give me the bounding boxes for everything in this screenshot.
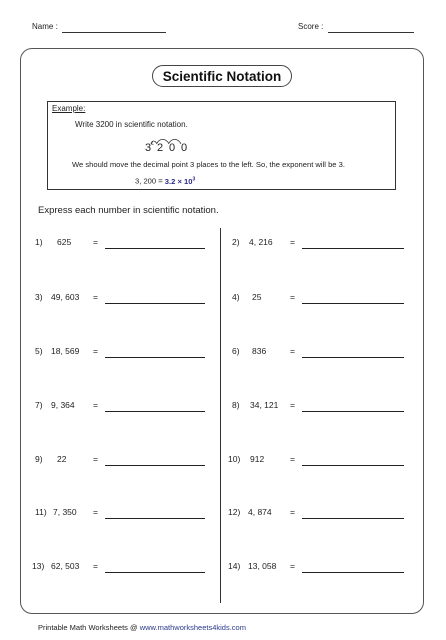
answer-line[interactable]	[105, 465, 205, 466]
equals-sign: =	[93, 237, 98, 247]
question-item	[35, 292, 215, 306]
answer-line[interactable]	[302, 465, 404, 466]
equals-sign: =	[290, 237, 295, 247]
page-title: Scientific Notation	[152, 65, 292, 87]
question-number: 6)	[232, 346, 240, 356]
question-number: 1)	[35, 237, 43, 247]
question-item	[35, 237, 215, 251]
question-number: 12)	[228, 507, 241, 517]
question-item	[228, 507, 412, 521]
answer-line[interactable]	[105, 303, 205, 304]
question-item	[35, 400, 215, 414]
answer-line[interactable]	[302, 411, 404, 412]
question-value: 22	[57, 454, 67, 464]
question-value: 34, 121	[250, 400, 279, 410]
example-result-answer: $3.2 \times 10^3$	[164, 176, 196, 186]
column-divider	[220, 228, 221, 603]
example-heading: Example:	[52, 104, 86, 113]
equals-sign: =	[290, 507, 295, 517]
equals-sign: =	[290, 454, 295, 464]
question-item	[232, 400, 412, 414]
question-item	[228, 454, 412, 468]
example-digits	[145, 138, 205, 154]
question-value: 7, 350	[53, 507, 77, 517]
equals-sign: =	[93, 561, 98, 571]
instruction-text: Express each number in scientific notation.	[38, 205, 219, 216]
question-number: 8)	[232, 400, 240, 410]
answer-line[interactable]	[302, 248, 404, 249]
answer-line[interactable]	[302, 303, 404, 304]
question-value: 4, 874	[248, 507, 272, 517]
question-value: 62, 503	[51, 561, 80, 571]
answer-line[interactable]	[302, 518, 404, 519]
example-digit: 0	[169, 142, 176, 154]
example-result-left: 3, 200 =	[135, 176, 163, 186]
question-value: 912	[250, 454, 265, 464]
question-item	[232, 237, 412, 251]
question-number: 3)	[35, 292, 43, 302]
equals-sign: =	[93, 454, 98, 464]
question-value: 4, 216	[249, 237, 273, 247]
question-item	[32, 561, 215, 575]
example-box	[47, 101, 396, 190]
question-value: 836	[252, 346, 267, 356]
question-number: 4)	[232, 292, 240, 302]
answer-line[interactable]	[105, 572, 205, 573]
question-item	[232, 346, 412, 360]
question-item	[232, 292, 412, 306]
question-number: 2)	[232, 237, 240, 247]
example-result	[135, 176, 195, 186]
question-number: 14)	[228, 561, 241, 571]
answer-line[interactable]	[302, 357, 404, 358]
answer-line[interactable]	[105, 248, 205, 249]
question-number: 13)	[32, 561, 45, 571]
name-line[interactable]	[62, 32, 166, 33]
answer-line[interactable]	[302, 572, 404, 573]
answer-line[interactable]	[105, 411, 205, 412]
answer-line[interactable]	[105, 357, 205, 358]
example-digit: 3	[145, 142, 152, 154]
score-label: Score :	[298, 22, 324, 31]
question-item	[35, 454, 215, 468]
equals-sign: =	[290, 292, 295, 302]
question-value: 18, 569	[51, 346, 80, 356]
score-line[interactable]	[328, 32, 414, 33]
footer-prefix: Printable Math Worksheets @	[38, 623, 140, 632]
equals-sign: =	[290, 561, 295, 571]
example-explanation: We should move the decimal point 3 places to the left. So, the exponent will be 3.	[72, 160, 345, 169]
question-number: 5)	[35, 346, 43, 356]
equals-sign: =	[93, 346, 98, 356]
answer-line[interactable]	[105, 518, 205, 519]
question-value: 9, 364	[51, 400, 75, 410]
name-label: Name :	[32, 22, 58, 31]
example-digit: 0	[181, 142, 188, 154]
question-item	[228, 561, 412, 575]
equals-sign: =	[290, 346, 295, 356]
question-value: 625	[57, 237, 72, 247]
equals-sign: =	[290, 400, 295, 410]
question-item	[35, 346, 215, 360]
question-value: 13, 058	[248, 561, 277, 571]
question-number: 7)	[35, 400, 43, 410]
equals-sign: =	[93, 507, 98, 517]
footer	[38, 623, 246, 632]
question-value: 25	[252, 292, 262, 302]
question-item	[35, 507, 215, 521]
question-number: 9)	[35, 454, 43, 464]
example-digit: 2	[157, 142, 164, 154]
equals-sign: =	[93, 400, 98, 410]
question-number: 11)	[35, 507, 47, 517]
question-value: 49, 603	[51, 292, 80, 302]
equals-sign: =	[93, 292, 98, 302]
example-question: Write 3200 in scientific notation.	[75, 120, 188, 129]
question-number: 10)	[228, 454, 241, 464]
footer-link[interactable]: www.mathworksheets4kids.com	[139, 623, 246, 632]
